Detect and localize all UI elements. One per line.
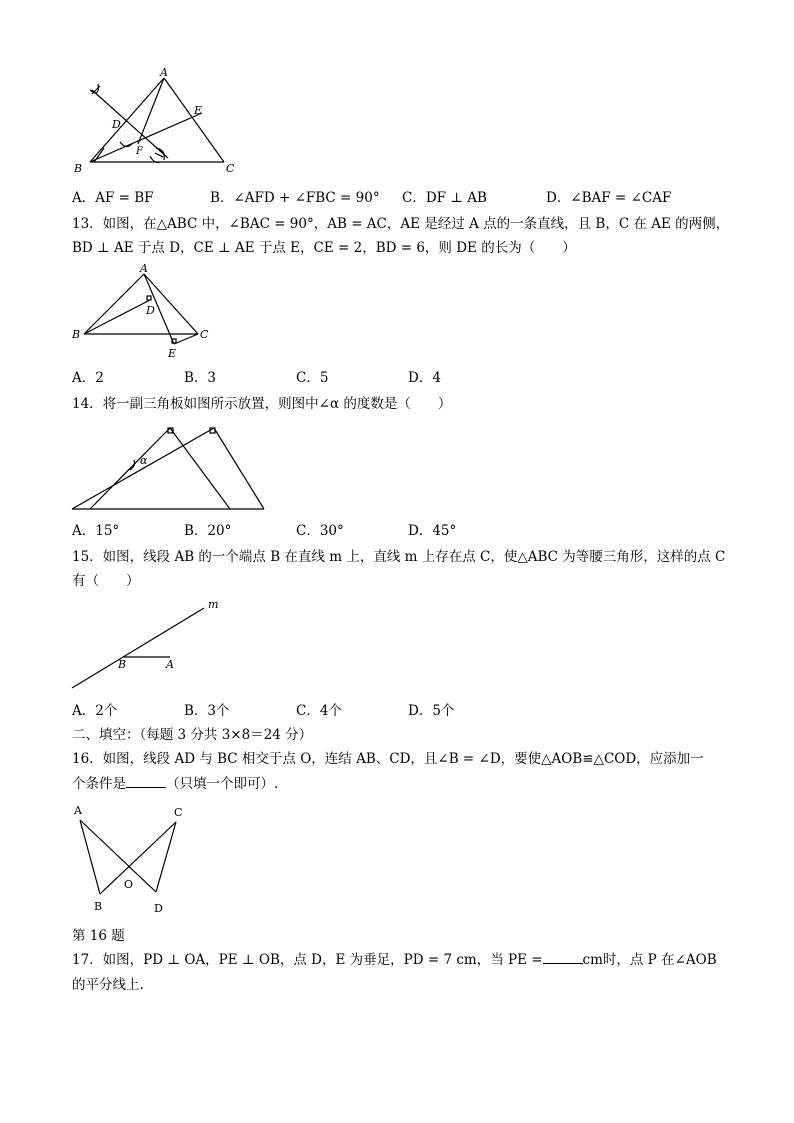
q17-stem-pre: 17．如图，PD ⊥ OA，PE ⊥ OB，点 D，E 为垂足，PD = 7 cm，当 PE = xyxy=(72,952,543,968)
q13-label-c: C xyxy=(200,328,209,341)
q14-option-b: B．20° xyxy=(184,523,232,539)
q13-option-a: A．2 xyxy=(72,370,104,386)
q12-option-d: D．∠BAF = ∠CAF xyxy=(546,190,672,206)
q16-stem-post: （只填一个即可）. xyxy=(166,776,279,792)
q16-label-o: O xyxy=(124,878,134,891)
q12-option-c: C．DF ⊥ AB xyxy=(402,190,487,206)
q14-option-d: D．45° xyxy=(408,523,457,539)
q16-label-d: D xyxy=(154,902,163,915)
q15-option-b: B．3个 xyxy=(184,703,230,719)
q16-stem-line1: 16．如图，线段 AD 与 BC 相交于点 O，连结 AB、CD，且∠B = ∠D，要使△AOB≌△COD，应添加一 xyxy=(72,751,704,767)
q16-label-a: A xyxy=(74,804,82,817)
q15-stem-line2: 有（ ） xyxy=(72,573,140,589)
q17-stem-line2: 的平分线上. xyxy=(72,977,144,993)
q13-label-b: B xyxy=(72,328,81,341)
q15-option-c: C．4个 xyxy=(296,703,342,719)
q12-figure xyxy=(70,68,245,178)
q16-stem-pre: 个条件是 xyxy=(72,776,126,792)
q12-option-b: B．∠AFD + ∠FBC = 90° xyxy=(210,190,380,206)
q13-option-b: B．3 xyxy=(184,370,217,386)
q12-label-f: F xyxy=(136,146,143,157)
q15-stem-line1: 15．如图，线段 AB 的一个端点 B 在直线 m 上，直线 m 上存在点 C，使△ABC 为等腰三角形，这样的点 C xyxy=(72,549,726,565)
q14-figure xyxy=(70,420,270,512)
q13-option-d: D．4 xyxy=(408,370,441,386)
q14-option-a: A．15° xyxy=(72,523,120,539)
q12-label-e: E xyxy=(194,104,203,117)
q13-figure xyxy=(70,262,220,362)
q12-label-a: A xyxy=(160,66,168,79)
q13-option-c: C．5 xyxy=(296,370,329,386)
q12-label-b: B xyxy=(74,162,83,175)
q14-option-c: C．30° xyxy=(296,523,344,539)
q14-label-alpha: α xyxy=(140,454,148,467)
q15-option-a: A．2个 xyxy=(72,703,118,719)
q13-label-e: E xyxy=(168,347,177,360)
q17-stem-line1 xyxy=(72,951,717,969)
q16-stem-line2 xyxy=(72,775,278,793)
q15-figure xyxy=(70,598,230,694)
q15-option-d: D．5个 xyxy=(408,703,455,719)
q15-label-b: B xyxy=(118,658,127,671)
q12-option-a: A．AF = BF xyxy=(72,190,154,206)
q15-label-m: m xyxy=(208,598,219,611)
q12-label-c: C xyxy=(226,162,235,175)
q16-label-b: B xyxy=(94,900,103,913)
q13-stem-line1: 13．如图，在△ABC 中，∠BAC = 90°，AB = AC，AE 是经过 A 点的一条直线，且 B，C 在 AE 的两侧， xyxy=(72,216,730,232)
section2-title: 二、填空：（每题 3 分共 3×8＝24 分） xyxy=(72,727,313,743)
q13-stem-line2: BD ⊥ AE 于点 D，CE ⊥ AE 于点 E，CE = 2，BD = 6，则 DE 的长为（ ） xyxy=(72,240,576,256)
q14-stem-line1: 14．将一副三角板如图所示放置，则图中∠α 的度数是（ ） xyxy=(72,396,452,412)
q15-label-a: A xyxy=(166,658,174,671)
q16-figure xyxy=(70,800,190,920)
q13-label-d: D xyxy=(146,304,155,317)
q16-label-c: C xyxy=(174,806,183,819)
q13-label-a: A xyxy=(140,262,148,275)
q17-stem-post: cm时，点 P 在∠AOB xyxy=(582,952,717,968)
q12-label-d: D xyxy=(112,118,121,131)
q17-answer-blank[interactable] xyxy=(543,951,583,964)
q16-answer-blank[interactable] xyxy=(126,775,166,788)
q16-caption: 第 16 题 xyxy=(72,928,125,944)
